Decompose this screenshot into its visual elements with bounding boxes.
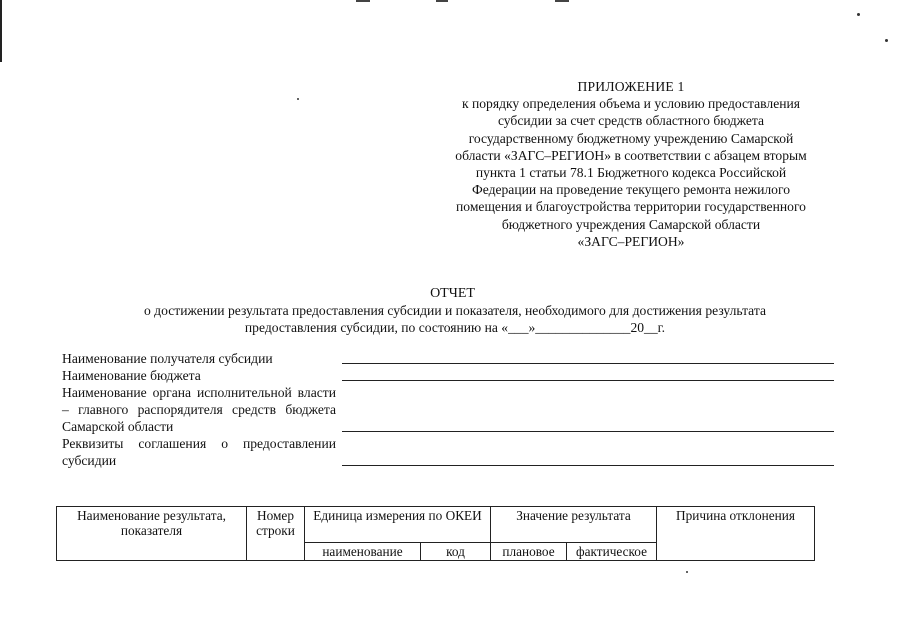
scan-top-mark [555, 0, 569, 2]
scan-speck [297, 98, 299, 100]
header-unit-name: наименование [305, 543, 421, 561]
report-subtitle-line-2: предоставления субсидии, по состоянию на «___»______________20__г. [244, 320, 666, 335]
field-label-agreement: Реквизиты соглашения о предоставлении субсидии [62, 436, 336, 468]
header-unit: Единица измерения по ОКЕИ [305, 507, 491, 543]
header-value: Значение результата [491, 507, 657, 543]
field-fill-line-agreement[interactable] [342, 464, 834, 466]
scan-speck [885, 39, 888, 42]
report-subtitle [60, 302, 850, 336]
header-value-planned: плановое [491, 543, 567, 561]
scan-edge-mark [0, 0, 2, 62]
scan-speck [686, 571, 688, 573]
header-reason: Причина отклонения [657, 507, 815, 561]
field-row-agreement [62, 435, 834, 469]
results-table [56, 506, 815, 561]
scan-top-mark [436, 0, 448, 2]
field-label-recipient: Наименование получателя субсидии [62, 351, 273, 366]
scan-speck [857, 13, 860, 16]
scan-top-mark [356, 0, 370, 2]
field-fill-line-authority[interactable] [342, 430, 834, 432]
appendix-block [418, 78, 844, 250]
report-subtitle-line-1: о достижении результата предоставления субсидии и показателя, необходимого для достижения результата [143, 303, 767, 318]
report-title: ОТЧЕТ [430, 286, 475, 301]
appendix-title: ПРИЛОЖЕНИЕ 1 [577, 79, 685, 94]
field-row-budget [62, 367, 834, 384]
appendix-text: к порядку определения объема и условию предоставления субсидии за счет средств областного бюджета государственному бюджетному учреждению Самарской области «ЗАГС–РЕГИОН» в соответствии с абзацем вторым пункта 1 статьи 78.1 Бюджетного кодекса Российской Федерации на проведение текущего ремонта нежилого помещения и благоустройства территории государственного бюджетного учреждения Самарской области «ЗАГС–РЕГИОН» [455, 96, 807, 249]
field-list [62, 350, 834, 469]
field-row-recipient [62, 350, 834, 367]
header-unit-code: код [421, 543, 491, 561]
field-fill-line-recipient[interactable] [342, 362, 834, 364]
header-result-name: Наименование результата, показателя [57, 507, 247, 561]
header-row-number: Номер строки [247, 507, 305, 561]
field-fill-line-budget[interactable] [342, 379, 834, 381]
field-row-authority [62, 384, 834, 435]
header-value-actual: фактическое [567, 543, 657, 561]
field-label-budget: Наименование бюджета [62, 368, 201, 383]
field-label-authority: Наименование органа исполнительной власти – главного распорядителя средств бюджета Самарской области [62, 385, 336, 434]
